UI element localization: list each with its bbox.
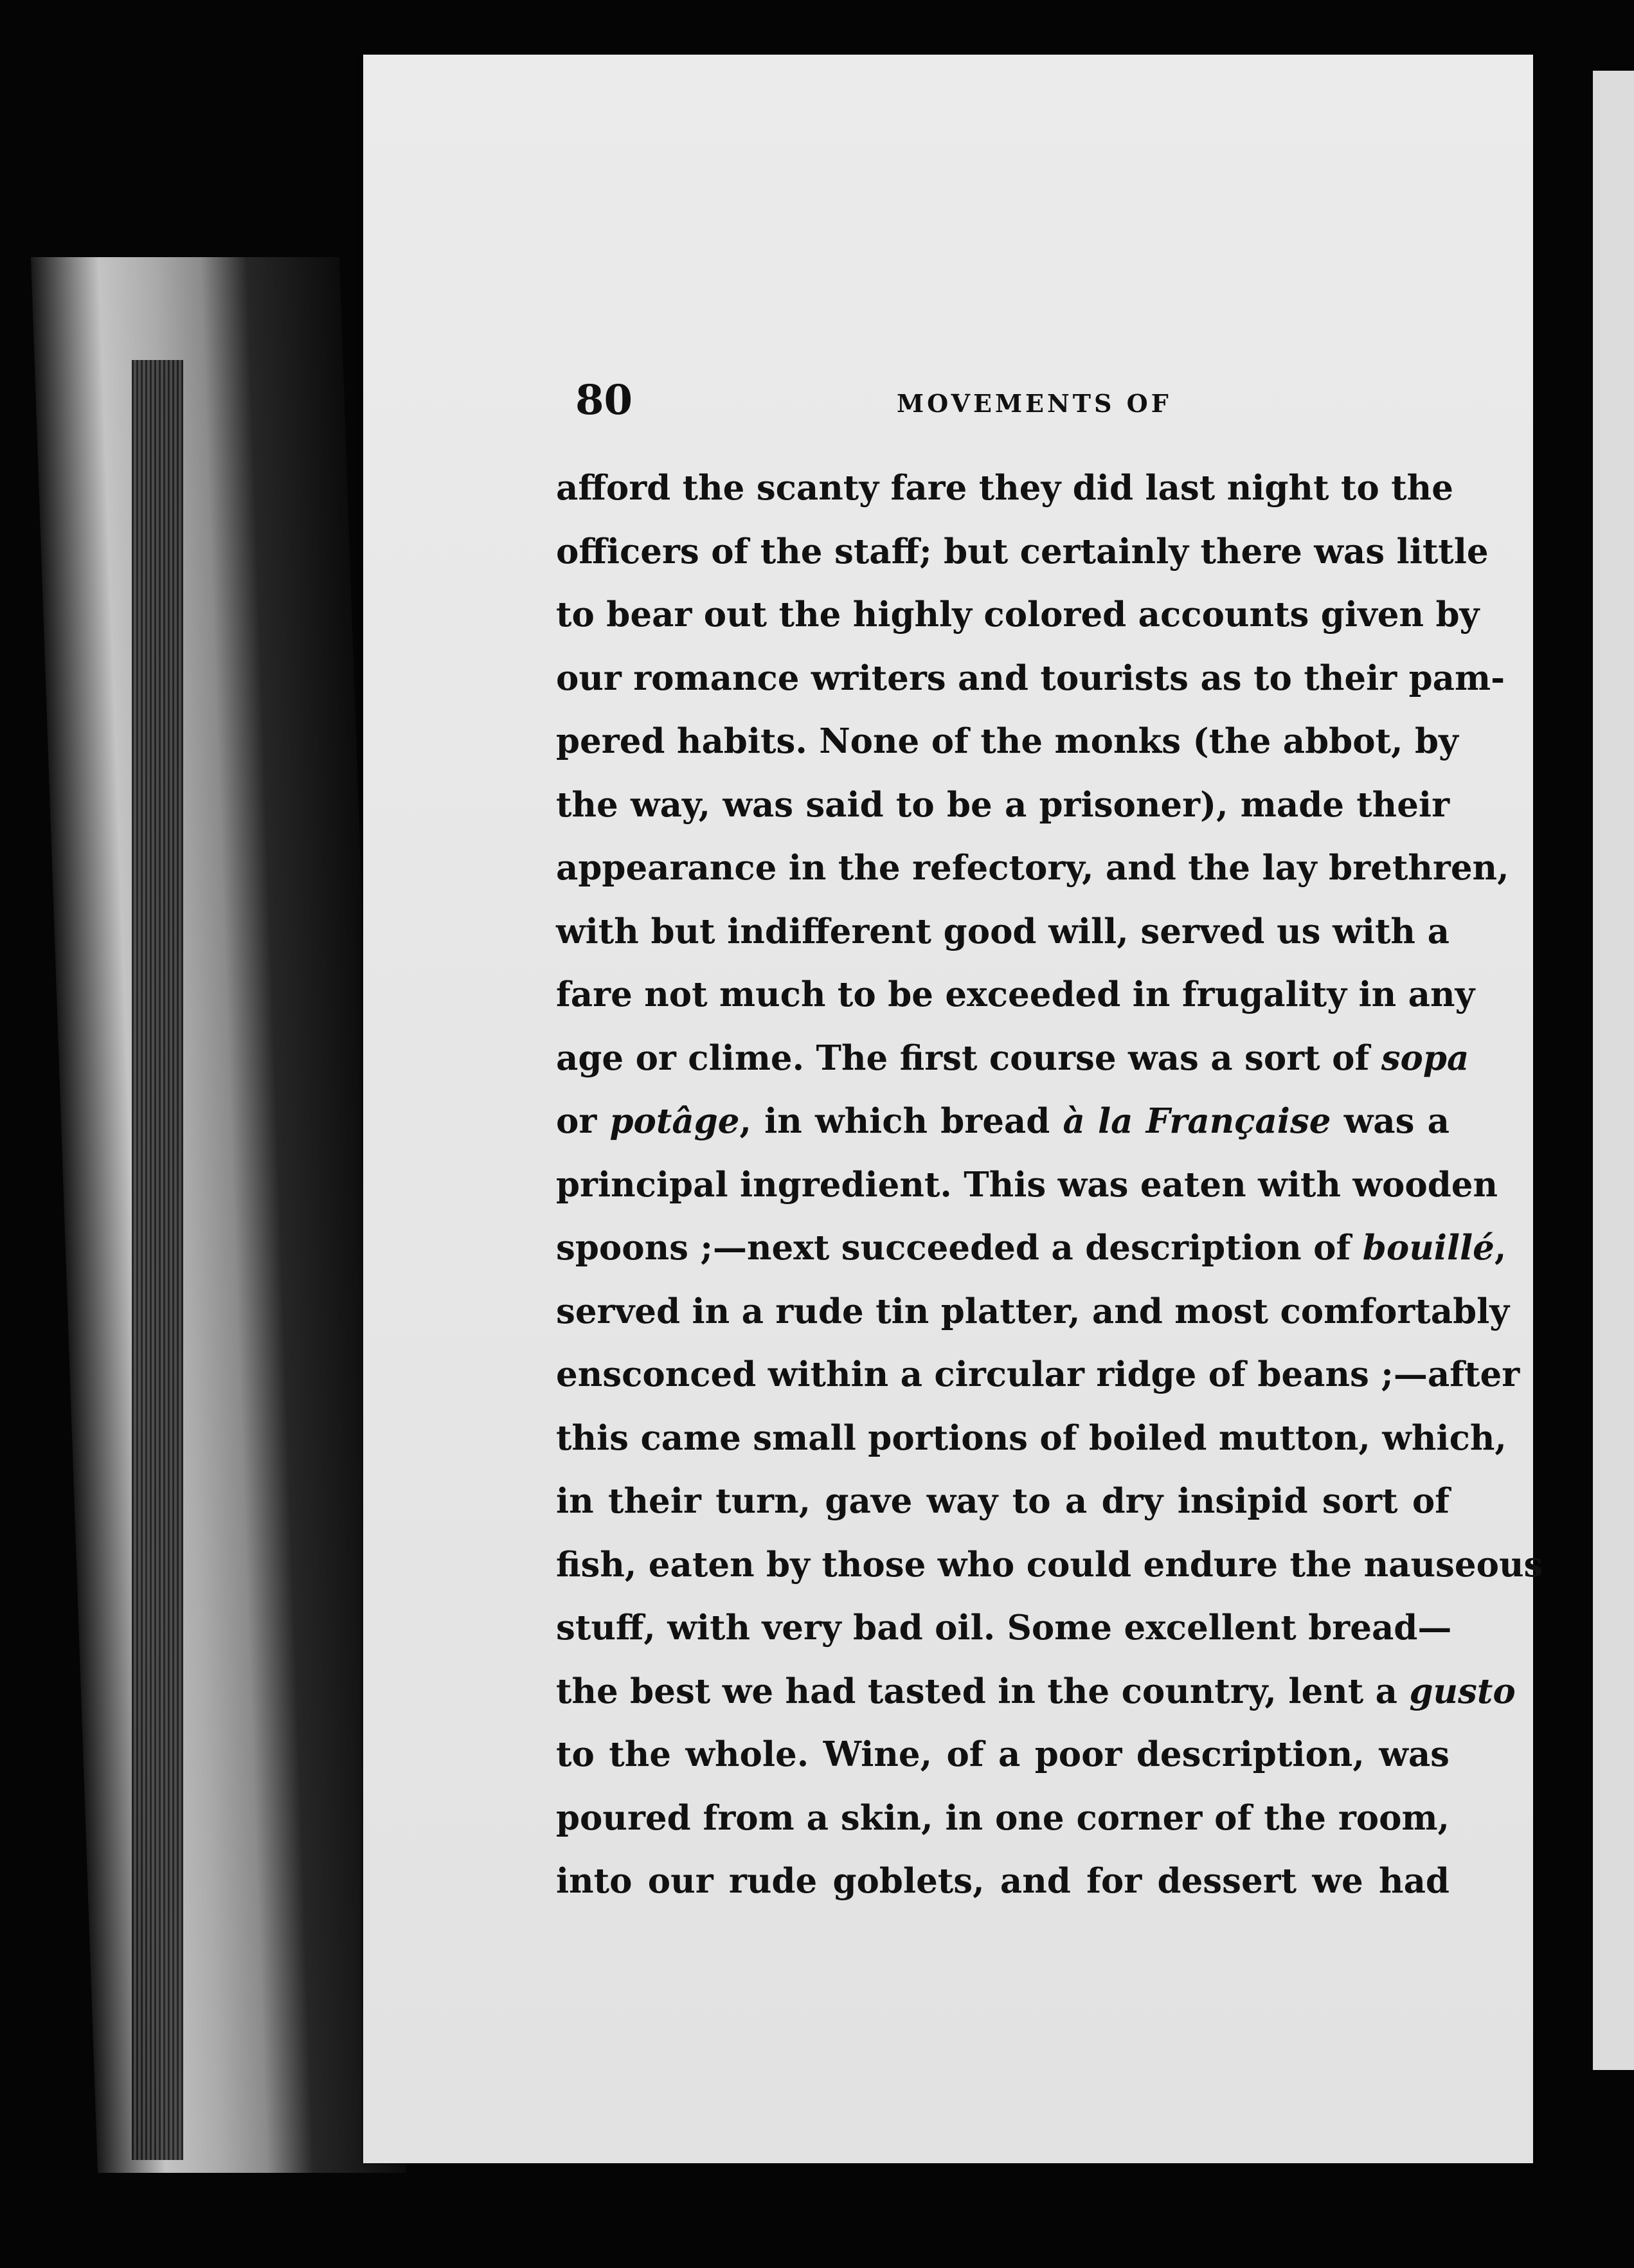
text-segment: , [1494,1228,1507,1268]
text-segment: spoons ;—next succeeded a description of [556,1228,1351,1268]
running-head: MOVEMENTS OF [897,389,1172,418]
text-line-6: the way, was said to be a prisoner), made their [556,784,1450,825]
text-line-10 [556,1027,1469,1090]
text-line-19: stuff, with very bad oil. Some excellent bread— [556,1608,1452,1648]
text-line-3: to bear out the highly colored accounts given by [556,595,1480,634]
text-line-22: poured from a skin, in one corner of the room, [556,1797,1450,1838]
text-line-20 [556,1660,1516,1724]
text-line-23: into our rude goblets, and for dessert we had [556,1861,1450,1901]
italic-word-bouille: bouillé [1362,1228,1495,1268]
text-line-11 [556,1090,1450,1153]
text-line-16: this came small portions of boiled mutton, which, [556,1418,1507,1458]
text-segment: age or clime. The first course was a sort of [556,1038,1370,1078]
text-segment: or [556,1101,597,1141]
italic-word-sopa: sopa [1381,1038,1469,1078]
italic-word-gusto: gusto [1409,1671,1516,1711]
italic-phrase-a-la-francaise: à la Française [1063,1101,1331,1141]
book-edge-lines [132,360,183,2160]
text-line-8: with but indifferent good will, served us with a [556,911,1450,951]
text-line-9: fare not much to be exceeded in frugality in any [556,975,1475,1014]
text-line-18: fish, eaten by those who could endure the nauseous [556,1544,1543,1585]
text-line-17: in their turn, gave way to a dry insipid sort of [556,1481,1450,1521]
text-line-4: our romance writers and tourists as to their pam- [556,658,1505,698]
text-line-13 [556,1216,1507,1280]
text-line-1: afford the scanty fare they did last night to the [556,468,1453,508]
text-line-15: ensconced within a circular ridge of beans ;—after [556,1354,1520,1394]
text-segment: was a [1343,1101,1450,1141]
body-text [556,456,1543,1913]
text-line-14: served in a rude tin platter, and most comfortably [556,1291,1510,1331]
page-number: 80 [575,376,633,424]
text-line-7: appearance in the refectory, and the lay brethren, [556,848,1509,888]
text-line-5: pered habits. None of the monks (the abbot, by [556,721,1459,761]
text-segment: , in which bread [739,1101,1050,1141]
book-page [363,55,1543,2163]
text-segment: the best we had tasted in the country, lent a [556,1671,1397,1711]
text-line-21: to the whole. Wine, of a poor description, was [556,1734,1450,1774]
facing-page-edge [1593,71,1634,2070]
book-page-edges [31,257,406,2173]
text-line-12: principal ingredient. This was eaten with wooden [556,1164,1498,1205]
page-header [363,376,1533,434]
text-line-2: officers of the staff; but certainly there was little [556,531,1489,572]
italic-word-potage: potâge [609,1101,740,1141]
